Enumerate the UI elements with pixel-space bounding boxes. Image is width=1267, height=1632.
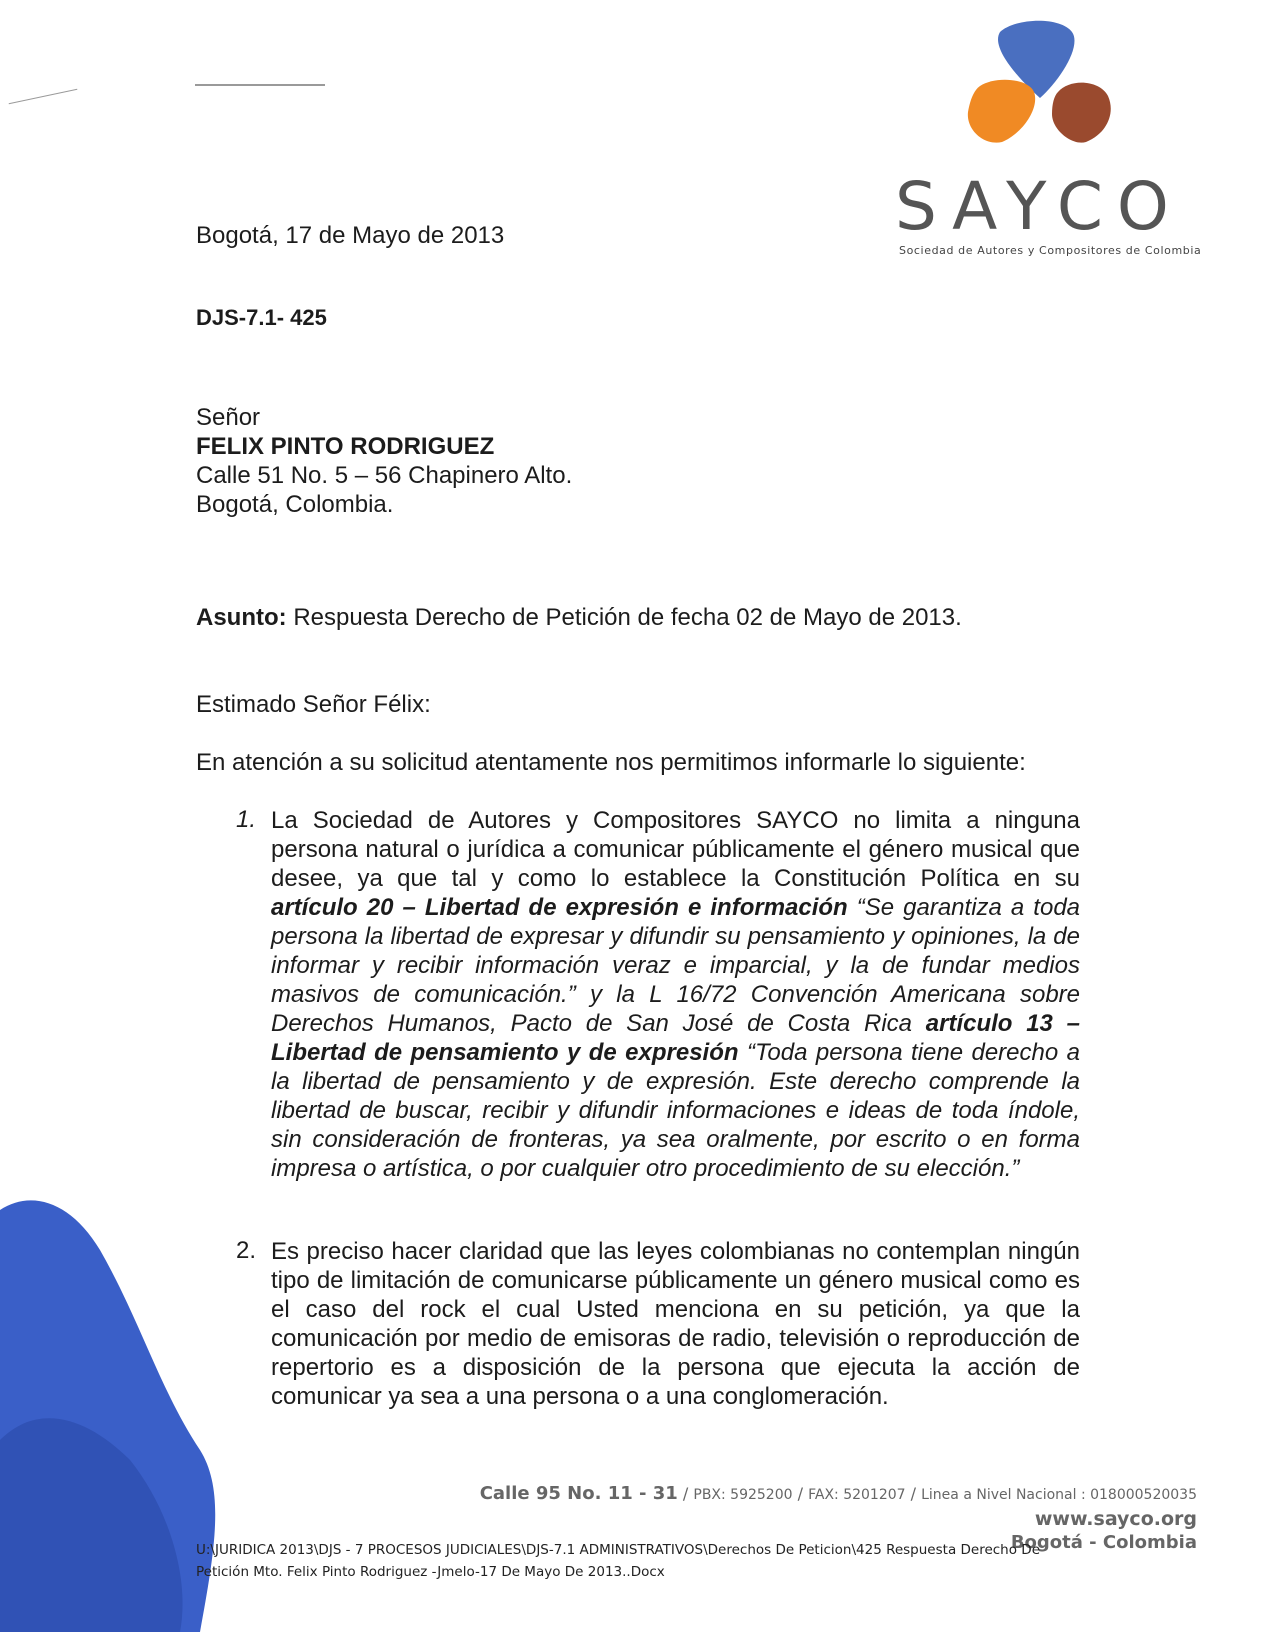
list-item	[271, 806, 1080, 1183]
list-item-number: 1.	[236, 806, 257, 833]
brand-tagline: Sociedad de Autores y Compositores de Colombia	[899, 244, 1202, 257]
brand-name: SAYCO	[895, 168, 1183, 245]
item-1-text: La Sociedad de Autores y Compositores SAYCO no limita a ninguna persona natural o jurídica a comunicar públicamente el género musical que desee, ya que tal y como lo establece la Constitución Política en su	[271, 807, 1080, 892]
recipient-name: FELIX PINTO RODRIGUEZ	[196, 433, 495, 460]
recipient-address: Calle 51 No. 5 – 56 Chapinero Alto.	[196, 462, 573, 489]
letter-date: Bogotá, 17 de Mayo de 2013	[196, 222, 505, 249]
scan-artifact-line	[195, 84, 325, 86]
greeting: Estimado Señor Félix:	[196, 691, 431, 718]
scan-artifact-line	[9, 89, 78, 105]
item-1-article-20: artículo 20 – Libertad de expresión e información	[271, 894, 848, 921]
sayco-logo-icon	[960, 10, 1120, 160]
footer-fax: FAX: 5201207	[808, 1487, 906, 1503]
recipient-city: Bogotá, Colombia.	[196, 491, 394, 518]
footer-city: Bogotá - Colombia	[1010, 1532, 1197, 1553]
footer-national-line: Linea a Nivel Nacional : 018000520035	[921, 1487, 1197, 1503]
footer-website: www.sayco.org	[1034, 1508, 1197, 1530]
footer-address: Calle 95 No. 11 - 31	[479, 1483, 678, 1504]
subject-line	[196, 603, 962, 632]
recipient-title: Señor	[196, 404, 261, 431]
subject-label: Asunto:	[196, 604, 287, 631]
file-path: U:\JURIDICA 2013\DJS - 7 PROCESOS JUDICIALES\DJS-7.1 ADMINISTRATIVOS\Derechos De Peticion\425 Respuesta Derecho De Petición Mto. Felix Pinto Rodriguez -Jmelo-17 De Mayo De 2013..Docx	[196, 1542, 1040, 1580]
decorative-blue-shape	[0, 1190, 220, 1632]
subject-text: Respuesta Derecho de Petición de fecha 02 de Mayo de 2013.	[286, 604, 962, 631]
reference-number: DJS-7.1- 425	[196, 305, 327, 330]
intro-text: En atención a su solicitud atentamente nos permitimos informarle lo siguiente:	[196, 749, 1026, 776]
footer-contact: Calle 95 No. 11 - 31 / PBX: 5925200 / FAX: 5201207 / Linea a Nivel Nacional : 018000520035	[479, 1483, 1197, 1504]
list-item-number: 2.	[236, 1237, 257, 1264]
item-1-quote-1: “Se garantiza a toda persona la libertad de expresar y difundir su pensamiento y opiniones, la de informar y recibir información veraz e imparcial, y la de fundar medios masivos de comunicación.” y la L 16/72 Convención Americana sobre Derechos Humanos, Pacto de San José de Costa Rica	[271, 894, 1081, 1037]
item-1-quote-2: “Toda persona tiene derecho a la libertad de pensamiento y de expresión. Este derecho comprende la libertad de buscar, recibir y difundir informaciones e ideas de toda índole, sin consideración de fronteras, ya sea oralmente, por escrito o en forma impresa o artística, o por cualquier otro procedimiento de su elección.”	[271, 1039, 1080, 1182]
footer-pbx: PBX: 5925200	[693, 1487, 793, 1503]
item-1-article-13: artículo 13 – Libertad de pensamiento y de expresión	[271, 1010, 1081, 1066]
list-item: Es preciso hacer claridad que las leyes colombianas no contemplan ningún tipo de limitación de comunicarse públicamente un género musical como es el caso del rock el cual Usted menciona en su petición, ya que la comunicación por medio de emisoras de radio, televisión o reproducción de repertorio es a disposición de la persona que ejecuta la acción de comunicar ya sea a una persona o a una conglomeración.	[271, 1238, 1080, 1410]
